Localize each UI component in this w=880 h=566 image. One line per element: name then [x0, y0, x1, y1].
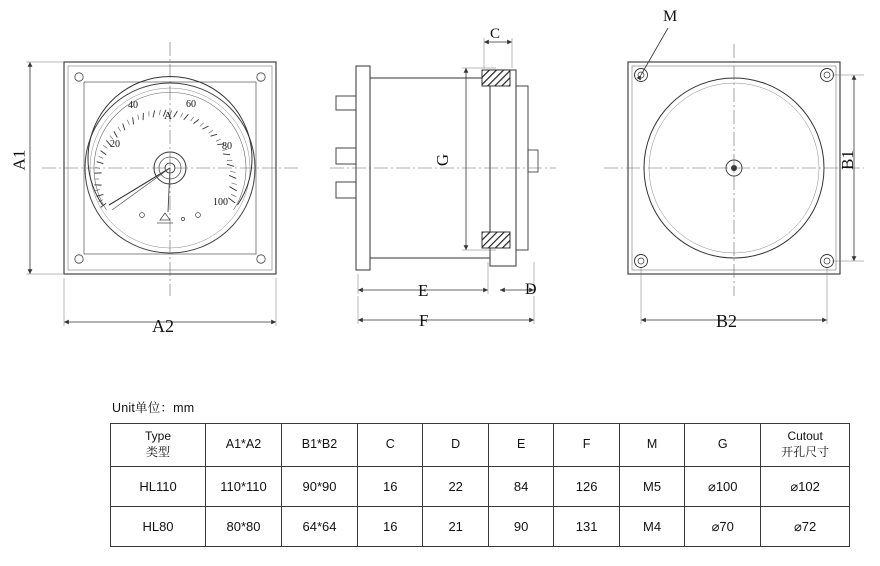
cell-d: 22	[423, 467, 488, 507]
dim-label-g: G	[433, 153, 453, 167]
dim-label-c: C	[490, 26, 501, 42]
th-type-cn: 类型	[145, 445, 170, 459]
unit-note: Unit单位：mm	[112, 401, 195, 415]
dim-label-b1: B1	[837, 150, 857, 170]
cell-e: 90	[488, 507, 553, 547]
spec-table-section	[110, 398, 850, 547]
th-e: E	[488, 424, 553, 467]
cell-d: 21	[423, 507, 488, 547]
th-b1b2: B1*B2	[282, 424, 358, 467]
front-view	[26, 42, 298, 326]
spec-table	[110, 423, 850, 547]
dim-label-b2: B2	[716, 311, 738, 331]
cell-m: M5	[619, 467, 684, 507]
th-c: C	[358, 424, 423, 467]
dim-label-m: M	[663, 8, 678, 25]
cell-b1b2: 64*64	[282, 507, 358, 547]
dim-label-f: F	[419, 311, 429, 330]
cell-a1a2: 110*110	[206, 467, 282, 507]
table-row	[111, 467, 850, 507]
th-f: F	[554, 424, 619, 467]
cell-cutout: ⌀72	[761, 507, 850, 547]
dial-tick-60: 60	[186, 99, 196, 110]
rear-view	[604, 28, 864, 324]
table-header-row	[111, 424, 850, 467]
cell-m: M4	[619, 507, 684, 547]
cell-g: ⌀70	[685, 507, 761, 547]
cell-type: HL80	[111, 507, 206, 547]
dim-label-a2: A2	[152, 316, 174, 336]
dial-tick-100: 100	[213, 197, 228, 208]
cell-type: HL110	[111, 467, 206, 507]
dial-tick-80: 80	[222, 141, 232, 152]
th-g: G	[685, 424, 761, 467]
dim-label-d: D	[525, 281, 537, 298]
cell-c: 16	[358, 467, 423, 507]
th-cutout-cn: 开孔尺寸	[781, 445, 830, 459]
th-type	[111, 424, 206, 467]
cell-a1a2: 80*80	[206, 507, 282, 547]
dial-unit-label: A	[164, 110, 172, 122]
cell-g: ⌀100	[685, 467, 761, 507]
th-cutout-en: Cutout	[787, 429, 823, 444]
cell-f: 131	[554, 507, 619, 547]
cell-f: 126	[554, 467, 619, 507]
dial-tick-20: 20	[110, 139, 120, 150]
th-a1a2: A1*A2	[206, 424, 282, 467]
dim-label-a1: A1	[9, 149, 29, 171]
th-type-en: Type	[144, 429, 171, 444]
cell-cutout: ⌀102	[761, 467, 850, 507]
dial-tick-40: 40	[128, 100, 138, 111]
cell-c: 16	[358, 507, 423, 547]
th-m: M	[619, 424, 684, 467]
side-view	[330, 38, 556, 324]
th-cutout	[761, 424, 850, 467]
cell-e: 84	[488, 467, 553, 507]
th-d: D	[423, 424, 488, 467]
dim-label-e: E	[418, 281, 429, 300]
cell-b1b2: 90*90	[282, 467, 358, 507]
table-row	[111, 507, 850, 547]
